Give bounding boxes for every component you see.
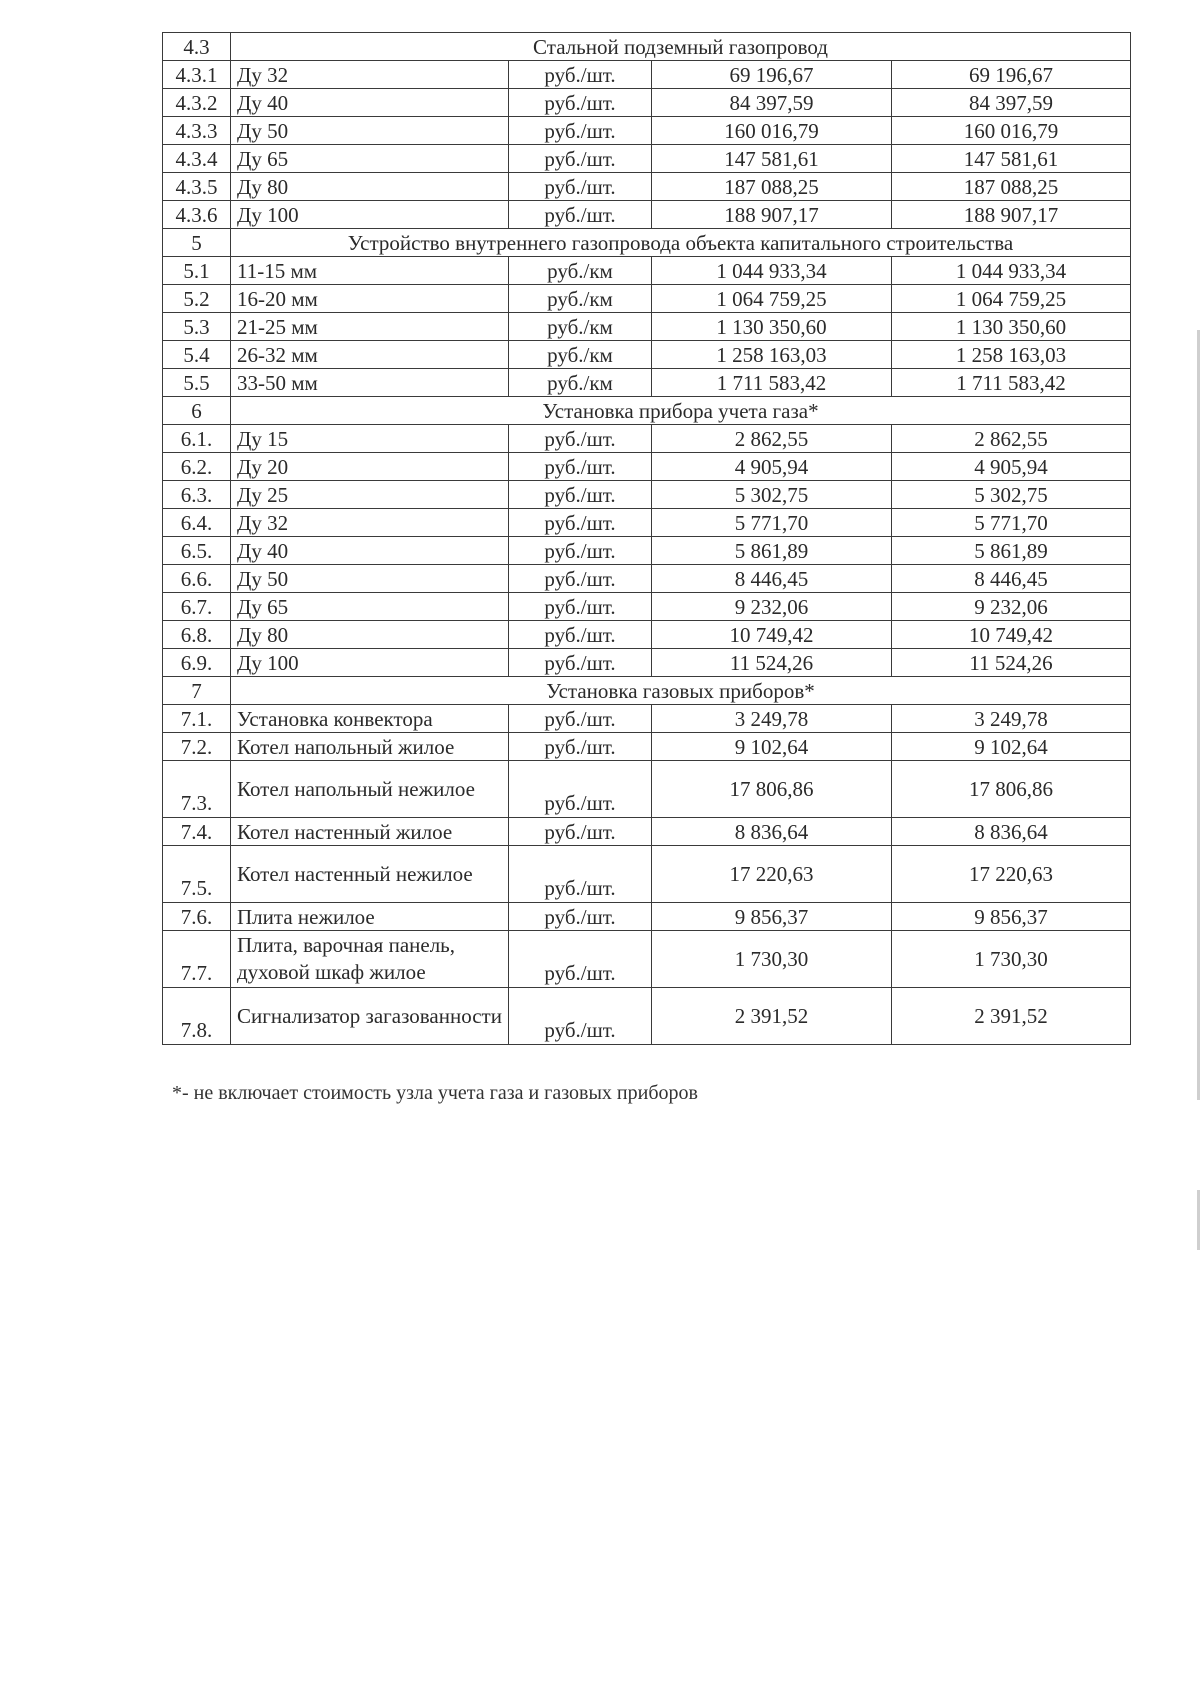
unit-cell: руб./шт. (509, 649, 652, 677)
price-value-2: 5 861,89 (892, 537, 1131, 565)
row-number: 4.3.2 (163, 89, 231, 117)
unit-cell: руб./шт. (509, 593, 652, 621)
table-row (163, 733, 1131, 761)
price-value-2: 9 232,06 (892, 593, 1131, 621)
price-value-1: 1 044 933,34 (652, 257, 892, 285)
row-number: 6.2. (163, 453, 231, 481)
price-value-1: 3 249,78 (652, 705, 892, 733)
price-value-1: 8 836,64 (652, 818, 892, 846)
table-row (163, 285, 1131, 313)
unit-cell: руб./км (509, 257, 652, 285)
item-name: Ду 40 (231, 89, 509, 117)
row-number: 6.4. (163, 509, 231, 537)
section-number: 6 (163, 397, 231, 425)
item-name: 16-20 мм (231, 285, 509, 313)
unit-cell: руб./км (509, 369, 652, 397)
item-name: 33-50 мм (231, 369, 509, 397)
table-row (163, 537, 1131, 565)
table-row (163, 593, 1131, 621)
row-number: 6.9. (163, 649, 231, 677)
price-value-2: 147 581,61 (892, 145, 1131, 173)
unit-cell: руб./шт. (509, 537, 652, 565)
unit-cell: руб./км (509, 313, 652, 341)
item-name: Установка конвектора (231, 705, 509, 733)
unit-cell: руб./шт. (509, 705, 652, 733)
unit-cell: руб./шт. (509, 509, 652, 537)
table-row (163, 145, 1131, 173)
price-value-1: 17 806,86 (652, 761, 892, 818)
table-row (163, 173, 1131, 201)
unit-cell: руб./шт. (509, 117, 652, 145)
price-value-2: 187 088,25 (892, 173, 1131, 201)
table-row (163, 988, 1131, 1045)
table-row (163, 509, 1131, 537)
unit-cell: руб./шт. (509, 425, 652, 453)
price-value-2: 5 771,70 (892, 509, 1131, 537)
price-value-1: 5 861,89 (652, 537, 892, 565)
table-row (163, 931, 1131, 988)
unit-cell: руб./шт. (509, 988, 652, 1045)
row-number: 7.6. (163, 903, 231, 931)
unit-cell: руб./шт. (509, 903, 652, 931)
item-name: Котел настенный жилое (231, 818, 509, 846)
unit-cell: руб./шт. (509, 621, 652, 649)
unit-cell: руб./шт. (509, 453, 652, 481)
row-number: 6.6. (163, 565, 231, 593)
price-value-1: 9 856,37 (652, 903, 892, 931)
item-name: Ду 32 (231, 509, 509, 537)
row-number: 5.3 (163, 313, 231, 341)
row-number: 4.3.3 (163, 117, 231, 145)
price-value-2: 17 220,63 (892, 846, 1131, 903)
table-row (163, 313, 1131, 341)
unit-cell: руб./км (509, 341, 652, 369)
table-row (163, 425, 1131, 453)
section-header-row (163, 229, 1131, 257)
footnote: *- не включает стоимость узла учета газа и газовых приборов (172, 1082, 698, 1104)
item-name: Котел напольный жилое (231, 733, 509, 761)
table-row (163, 846, 1131, 903)
section-title: Стальной подземный газопровод (231, 33, 1131, 61)
item-name: Ду 50 (231, 117, 509, 145)
item-name: Ду 15 (231, 425, 509, 453)
price-value-2: 160 016,79 (892, 117, 1131, 145)
price-value-1: 5 302,75 (652, 481, 892, 509)
row-number: 4.3.6 (163, 201, 231, 229)
price-value-1: 187 088,25 (652, 173, 892, 201)
price-value-2: 8 836,64 (892, 818, 1131, 846)
unit-cell: руб./шт. (509, 733, 652, 761)
table-row (163, 61, 1131, 89)
price-value-1: 10 749,42 (652, 621, 892, 649)
price-value-2: 9 102,64 (892, 733, 1131, 761)
item-name: 21-25 мм (231, 313, 509, 341)
item-name: Ду 65 (231, 145, 509, 173)
unit-cell: руб./шт. (509, 481, 652, 509)
item-name: Ду 50 (231, 565, 509, 593)
price-value-2: 1 730,30 (892, 931, 1131, 988)
price-value-1: 1 258 163,03 (652, 341, 892, 369)
row-number: 7.4. (163, 818, 231, 846)
price-value-1: 9 102,64 (652, 733, 892, 761)
item-name: Котел напольный нежилое (231, 761, 509, 818)
price-value-2: 3 249,78 (892, 705, 1131, 733)
row-number: 4.3.1 (163, 61, 231, 89)
price-value-1: 17 220,63 (652, 846, 892, 903)
row-number: 5.5 (163, 369, 231, 397)
price-value-2: 1 130 350,60 (892, 313, 1131, 341)
item-name: Ду 32 (231, 61, 509, 89)
item-name: Сигнализатор загазованности (231, 988, 509, 1045)
price-value-2: 17 806,86 (892, 761, 1131, 818)
section-number: 4.3 (163, 33, 231, 61)
unit-cell: руб./шт. (509, 761, 652, 818)
unit-cell: руб./шт. (509, 61, 652, 89)
row-number: 7.3. (163, 761, 231, 818)
row-number: 7.8. (163, 988, 231, 1045)
item-name: Ду 80 (231, 173, 509, 201)
price-value-1: 84 397,59 (652, 89, 892, 117)
table-row (163, 621, 1131, 649)
table-row (163, 705, 1131, 733)
section-number: 7 (163, 677, 231, 705)
price-table-body (163, 33, 1131, 1045)
row-number: 6.8. (163, 621, 231, 649)
item-name: Котел настенный нежилое (231, 846, 509, 903)
row-number: 7.1. (163, 705, 231, 733)
price-value-1: 1 064 759,25 (652, 285, 892, 313)
row-number: 4.3.5 (163, 173, 231, 201)
price-value-1: 1 130 350,60 (652, 313, 892, 341)
unit-cell: руб./шт. (509, 565, 652, 593)
price-table (162, 32, 1131, 1045)
item-name: 26-32 мм (231, 341, 509, 369)
price-value-1: 5 771,70 (652, 509, 892, 537)
section-title: Устройство внутреннего газопровода объекта капитального строительства (231, 229, 1131, 257)
table-row (163, 565, 1131, 593)
table-row (163, 369, 1131, 397)
table-row (163, 481, 1131, 509)
price-value-1: 8 446,45 (652, 565, 892, 593)
row-number: 6.7. (163, 593, 231, 621)
price-value-1: 2 391,52 (652, 988, 892, 1045)
item-name: Плита нежилое (231, 903, 509, 931)
table-row (163, 903, 1131, 931)
row-number: 5.1 (163, 257, 231, 285)
price-value-2: 10 749,42 (892, 621, 1131, 649)
item-name: Ду 40 (231, 537, 509, 565)
unit-cell: руб./шт. (509, 931, 652, 988)
unit-cell: руб./шт. (509, 145, 652, 173)
table-row (163, 89, 1131, 117)
row-number: 7.5. (163, 846, 231, 903)
unit-cell: руб./шт. (509, 173, 652, 201)
table-row (163, 649, 1131, 677)
item-name: Ду 65 (231, 593, 509, 621)
row-number: 6.3. (163, 481, 231, 509)
price-value-1: 2 862,55 (652, 425, 892, 453)
price-value-1: 160 016,79 (652, 117, 892, 145)
unit-cell: руб./шт. (509, 89, 652, 117)
item-name: 11-15 мм (231, 257, 509, 285)
item-name: Ду 25 (231, 481, 509, 509)
item-name: Ду 80 (231, 621, 509, 649)
item-name: Ду 100 (231, 649, 509, 677)
table-row (163, 818, 1131, 846)
price-value-1: 147 581,61 (652, 145, 892, 173)
price-value-1: 188 907,17 (652, 201, 892, 229)
section-header-row (163, 33, 1131, 61)
unit-cell: руб./км (509, 285, 652, 313)
price-value-2: 69 196,67 (892, 61, 1131, 89)
item-name: Ду 20 (231, 453, 509, 481)
price-value-2: 8 446,45 (892, 565, 1131, 593)
row-number: 7.7. (163, 931, 231, 988)
price-value-2: 84 397,59 (892, 89, 1131, 117)
price-value-2: 1 044 933,34 (892, 257, 1131, 285)
table-row (163, 201, 1131, 229)
price-value-1: 11 524,26 (652, 649, 892, 677)
price-value-1: 9 232,06 (652, 593, 892, 621)
unit-cell: руб./шт. (509, 201, 652, 229)
price-value-1: 1 711 583,42 (652, 369, 892, 397)
item-name: Ду 100 (231, 201, 509, 229)
row-number: 7.2. (163, 733, 231, 761)
table-row (163, 117, 1131, 145)
section-title: Установка газовых приборов* (231, 677, 1131, 705)
price-value-2: 5 302,75 (892, 481, 1131, 509)
section-title: Установка прибора учета газа* (231, 397, 1131, 425)
unit-cell: руб./шт. (509, 846, 652, 903)
row-number: 6.5. (163, 537, 231, 565)
unit-cell: руб./шт. (509, 818, 652, 846)
price-value-1: 4 905,94 (652, 453, 892, 481)
table-row (163, 257, 1131, 285)
price-value-2: 9 856,37 (892, 903, 1131, 931)
price-value-1: 1 730,30 (652, 931, 892, 988)
section-header-row (163, 397, 1131, 425)
price-value-1: 69 196,67 (652, 61, 892, 89)
row-number: 5.2 (163, 285, 231, 313)
price-value-2: 2 391,52 (892, 988, 1131, 1045)
item-name: Плита, варочная панель, духовой шкаф жилое (231, 931, 509, 988)
table-row (163, 453, 1131, 481)
price-value-2: 1 258 163,03 (892, 341, 1131, 369)
row-number: 4.3.4 (163, 145, 231, 173)
table-row (163, 341, 1131, 369)
price-value-2: 2 862,55 (892, 425, 1131, 453)
price-value-2: 11 524,26 (892, 649, 1131, 677)
table-row (163, 761, 1131, 818)
row-number: 5.4 (163, 341, 231, 369)
section-header-row (163, 677, 1131, 705)
row-number: 6.1. (163, 425, 231, 453)
price-value-2: 4 905,94 (892, 453, 1131, 481)
price-value-2: 1 711 583,42 (892, 369, 1131, 397)
price-value-2: 1 064 759,25 (892, 285, 1131, 313)
price-value-2: 188 907,17 (892, 201, 1131, 229)
section-number: 5 (163, 229, 231, 257)
